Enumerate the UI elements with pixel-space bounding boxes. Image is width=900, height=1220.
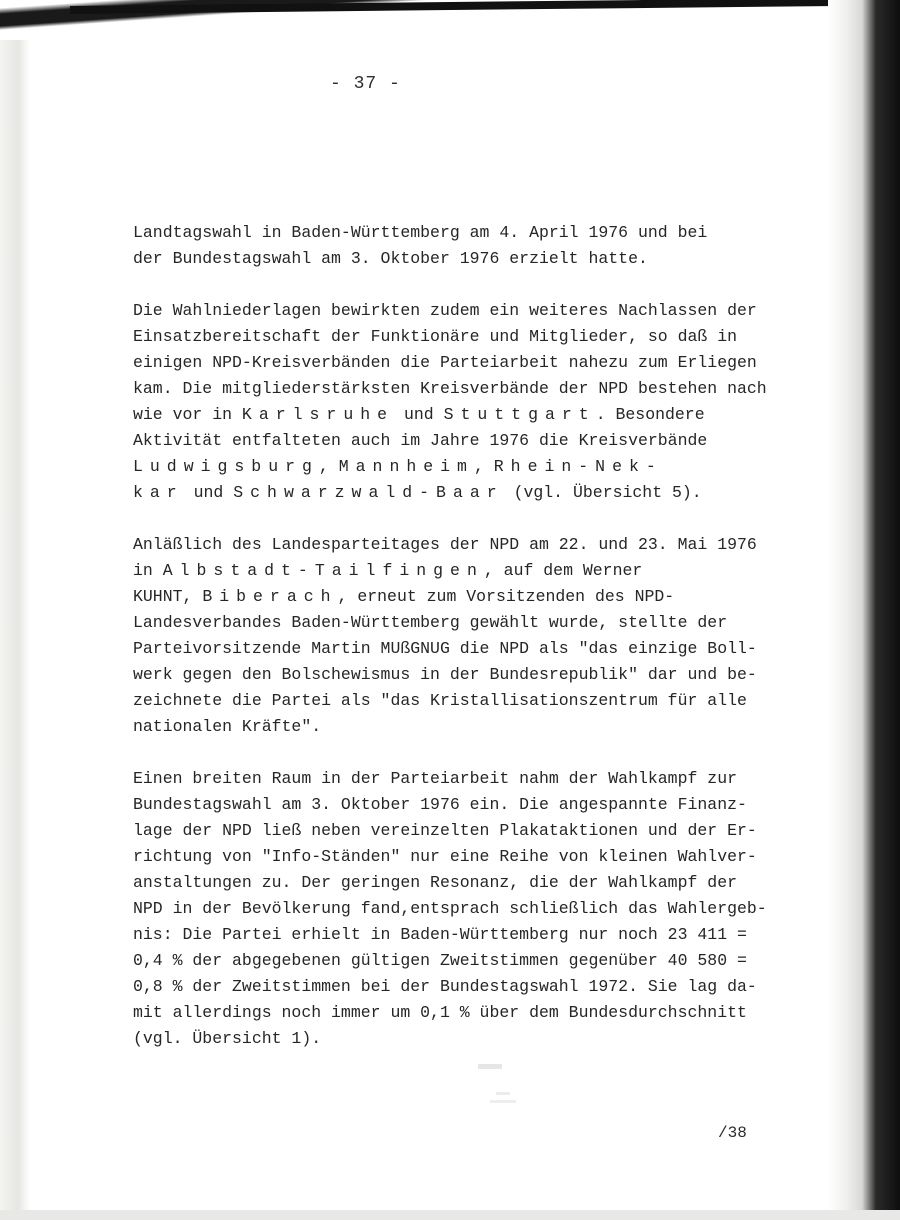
spaced-place-name: Mannheim [338, 457, 474, 476]
text-segment: , [473, 457, 494, 476]
text-segment: , [318, 457, 339, 476]
text-line: Die Wahlniederlagen bewirkten zudem ein weiteres Nachlassen der [133, 301, 757, 320]
page-number: - 37 - [330, 74, 401, 94]
text-line: Aktivität entfalteten auch im Jahre 1976 die Kreisverbände [133, 431, 708, 450]
text-line: mit allerdings noch immer um 0,1 % über dem Bundesdurchschnitt [133, 1003, 747, 1022]
spaced-place-name: Karlsruhe [241, 405, 395, 424]
text-line: nationalen Kräfte". [133, 717, 322, 736]
text-segment: (vgl. Übersicht 5). [503, 483, 702, 502]
text-line: Anläßlich des Landesparteitages der NPD am 22. und 23. Mai 1976 [133, 535, 757, 554]
text-line: Bundestagswahl am 3. Oktober 1976 ein. Die angespannte Finanz- [133, 795, 747, 814]
text-line: Parteivorsitzende Martin MUßGNUG die NPD als "das einzige Boll- [133, 639, 757, 658]
text-segment: und [394, 405, 444, 424]
text-line: Landesverbandes Baden-Württemberg gewählt wurde, stellte der [133, 613, 728, 632]
text-segment: und [183, 483, 234, 502]
spaced-place-name: Ludwigsburg [133, 457, 319, 476]
paragraph-4 [133, 766, 793, 1052]
scan-bottom-edge [0, 1210, 900, 1220]
paragraph-1 [133, 220, 793, 272]
text-line: NPD in der Bevölkerung fand,entsprach schließlich das Wahlergeb- [133, 899, 767, 918]
document-body [133, 220, 793, 1078]
spaced-place-name: Rhein-Nek- [493, 457, 663, 476]
text-line: Einen breiten Raum in der Parteiarbeit nahm der Wahlkampf zur [133, 769, 737, 788]
text-segment: , erneut zum Vorsitzenden des NPD- [337, 587, 675, 606]
scan-right-edge [828, 0, 900, 1220]
text-line: (vgl. Übersicht 1). [133, 1029, 322, 1048]
text-line: Landtagswahl in Baden-Württemberg am 4. April 1976 und bei [133, 223, 708, 242]
text-line: zeichnete die Partei als "das Kristallisationszentrum für alle [133, 691, 747, 710]
text-line: der Bundestagswahl am 3. Oktober 1976 erzielt hatte. [133, 249, 648, 268]
spaced-place-name: Biberach [202, 587, 338, 606]
text-line [133, 558, 793, 584]
text-line [133, 584, 793, 610]
spaced-place-name: Schwarzwald-Baar [233, 483, 504, 502]
text-line [133, 402, 793, 428]
text-segment: KUHNT, [133, 587, 203, 606]
text-segment: . Besondere [595, 405, 705, 424]
text-line: kam. Die mitgliederstärksten Kreisverbände der NPD bestehen nach [133, 379, 767, 398]
text-line [133, 454, 793, 480]
text-segment: , auf dem Werner [483, 561, 643, 580]
paragraph-2 [133, 298, 793, 506]
spaced-place-name: Albstadt-Tailfingen [162, 561, 484, 580]
faint-stamp-mark [470, 1058, 530, 1118]
paragraph-3 [133, 532, 793, 740]
text-line: einigen NPD-Kreisverbänden die Parteiarbeit nahezu zum Erliegen [133, 353, 757, 372]
text-line: werk gegen den Bolschewismus in der Bundesrepublik" dar und be- [133, 665, 757, 684]
text-line: nis: Die Partei erhielt in Baden-Württemberg nur noch 23 411 = [133, 925, 747, 944]
scan-left-edge [0, 40, 30, 1220]
text-line [133, 480, 793, 506]
text-line: 0,8 % der Zweitstimmen bei der Bundestagswahl 1972. Sie lag da- [133, 977, 757, 996]
text-line: lage der NPD ließ neben vereinzelten Plakataktionen und der Er- [133, 821, 757, 840]
text-segment: in [133, 561, 163, 580]
text-line: Einsatzbereitschaft der Funktionäre und Mitglieder, so daß in [133, 327, 737, 346]
text-line: anstaltungen zu. Der geringen Resonanz, die der Wahlkampf der [133, 873, 737, 892]
spaced-place-name: kar [133, 483, 184, 502]
text-line: 0,4 % der abgegebenen gültigen Zweitstimmen gegenüber 40 580 = [133, 951, 747, 970]
text-segment: wie vor in [133, 405, 242, 424]
next-page-reference: /38 [718, 1124, 747, 1142]
text-line: richtung von "Info-Ständen" nur eine Reihe von kleinen Wahlver- [133, 847, 757, 866]
spaced-place-name: Stuttgart [443, 405, 596, 424]
